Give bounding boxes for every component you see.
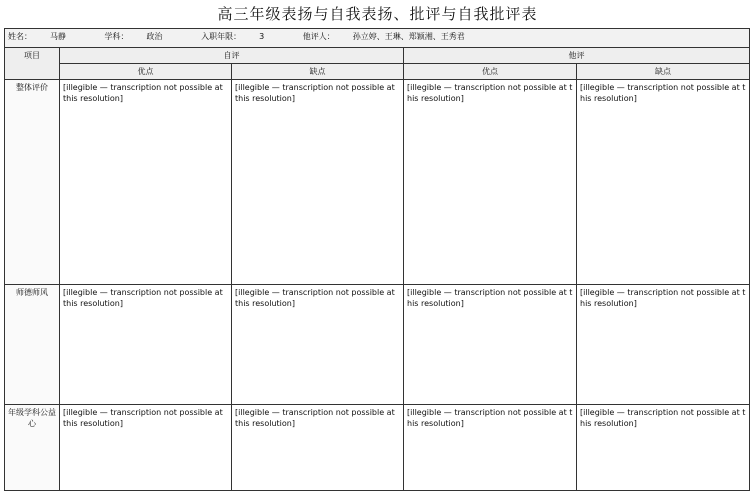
name-field: [8, 31, 84, 42]
other-fault-cell: [illegible — transcription not possible at this resolution]: [577, 285, 750, 405]
row-label-public-spirit: 年级学科公益心: [5, 405, 60, 491]
self-header: 自评: [60, 48, 404, 64]
subject-field: [105, 31, 181, 42]
self-fault-header: 缺点: [232, 64, 404, 80]
years-value: 3: [259, 32, 265, 41]
item-header: 项目: [5, 48, 60, 80]
other-header: 他评: [404, 48, 750, 64]
other-merit-cell: [illegible — transcription not possible at this resolution]: [404, 285, 577, 405]
other-fault-header: 缺点: [577, 64, 750, 80]
subject-value: 政治: [146, 32, 163, 41]
self-merit-header: 优点: [60, 64, 232, 80]
name-label: 姓名：: [8, 32, 32, 41]
other-merit-cell: [illegible — transcription not possible at this resolution]: [404, 80, 577, 285]
years-label: 入职年限：: [201, 32, 242, 41]
reviewer-value: 孙立婷、王琳、郑颖湘、王秀君: [352, 32, 465, 41]
self-fault-cell: [illegible — transcription not possible at this resolution]: [232, 285, 404, 405]
other-fault-cell: [illegible — transcription not possible at this resolution]: [577, 80, 750, 285]
info-cell: [5, 29, 750, 48]
row-label-overall: 整体评价: [5, 80, 60, 285]
table-row: [5, 405, 750, 491]
other-fault-cell: [illegible — transcription not possible at this resolution]: [577, 405, 750, 491]
header-row-1: [5, 48, 750, 64]
table-row: [5, 285, 750, 405]
evaluation-table: [4, 28, 750, 491]
years-field: [201, 31, 282, 42]
info-row: [5, 29, 750, 48]
self-fault-cell: [illegible — transcription not possible at this resolution]: [232, 80, 404, 285]
row-label-ethics: 师德师风: [5, 285, 60, 405]
page-title: 高三年级表扬与自我表扬、批评与自我批评表: [217, 5, 538, 23]
subject-label: 学科：: [104, 32, 129, 41]
self-merit-cell: [illegible — transcription not possible at this resolution]: [60, 405, 232, 491]
reviewer-label: 他评人：: [302, 32, 335, 41]
other-merit-cell: [illegible — transcription not possible at this resolution]: [404, 405, 577, 491]
reviewer-field: [303, 31, 483, 42]
self-merit-cell: [illegible — transcription not possible at this resolution]: [60, 80, 232, 285]
header-row-2: [5, 64, 750, 80]
table-row: [5, 80, 750, 285]
name-value: 马静: [50, 32, 66, 41]
self-merit-cell: [illegible — transcription not possible at this resolution]: [60, 285, 232, 405]
self-fault-cell: [illegible — transcription not possible at this resolution]: [232, 405, 404, 491]
other-merit-header: 优点: [404, 64, 577, 80]
